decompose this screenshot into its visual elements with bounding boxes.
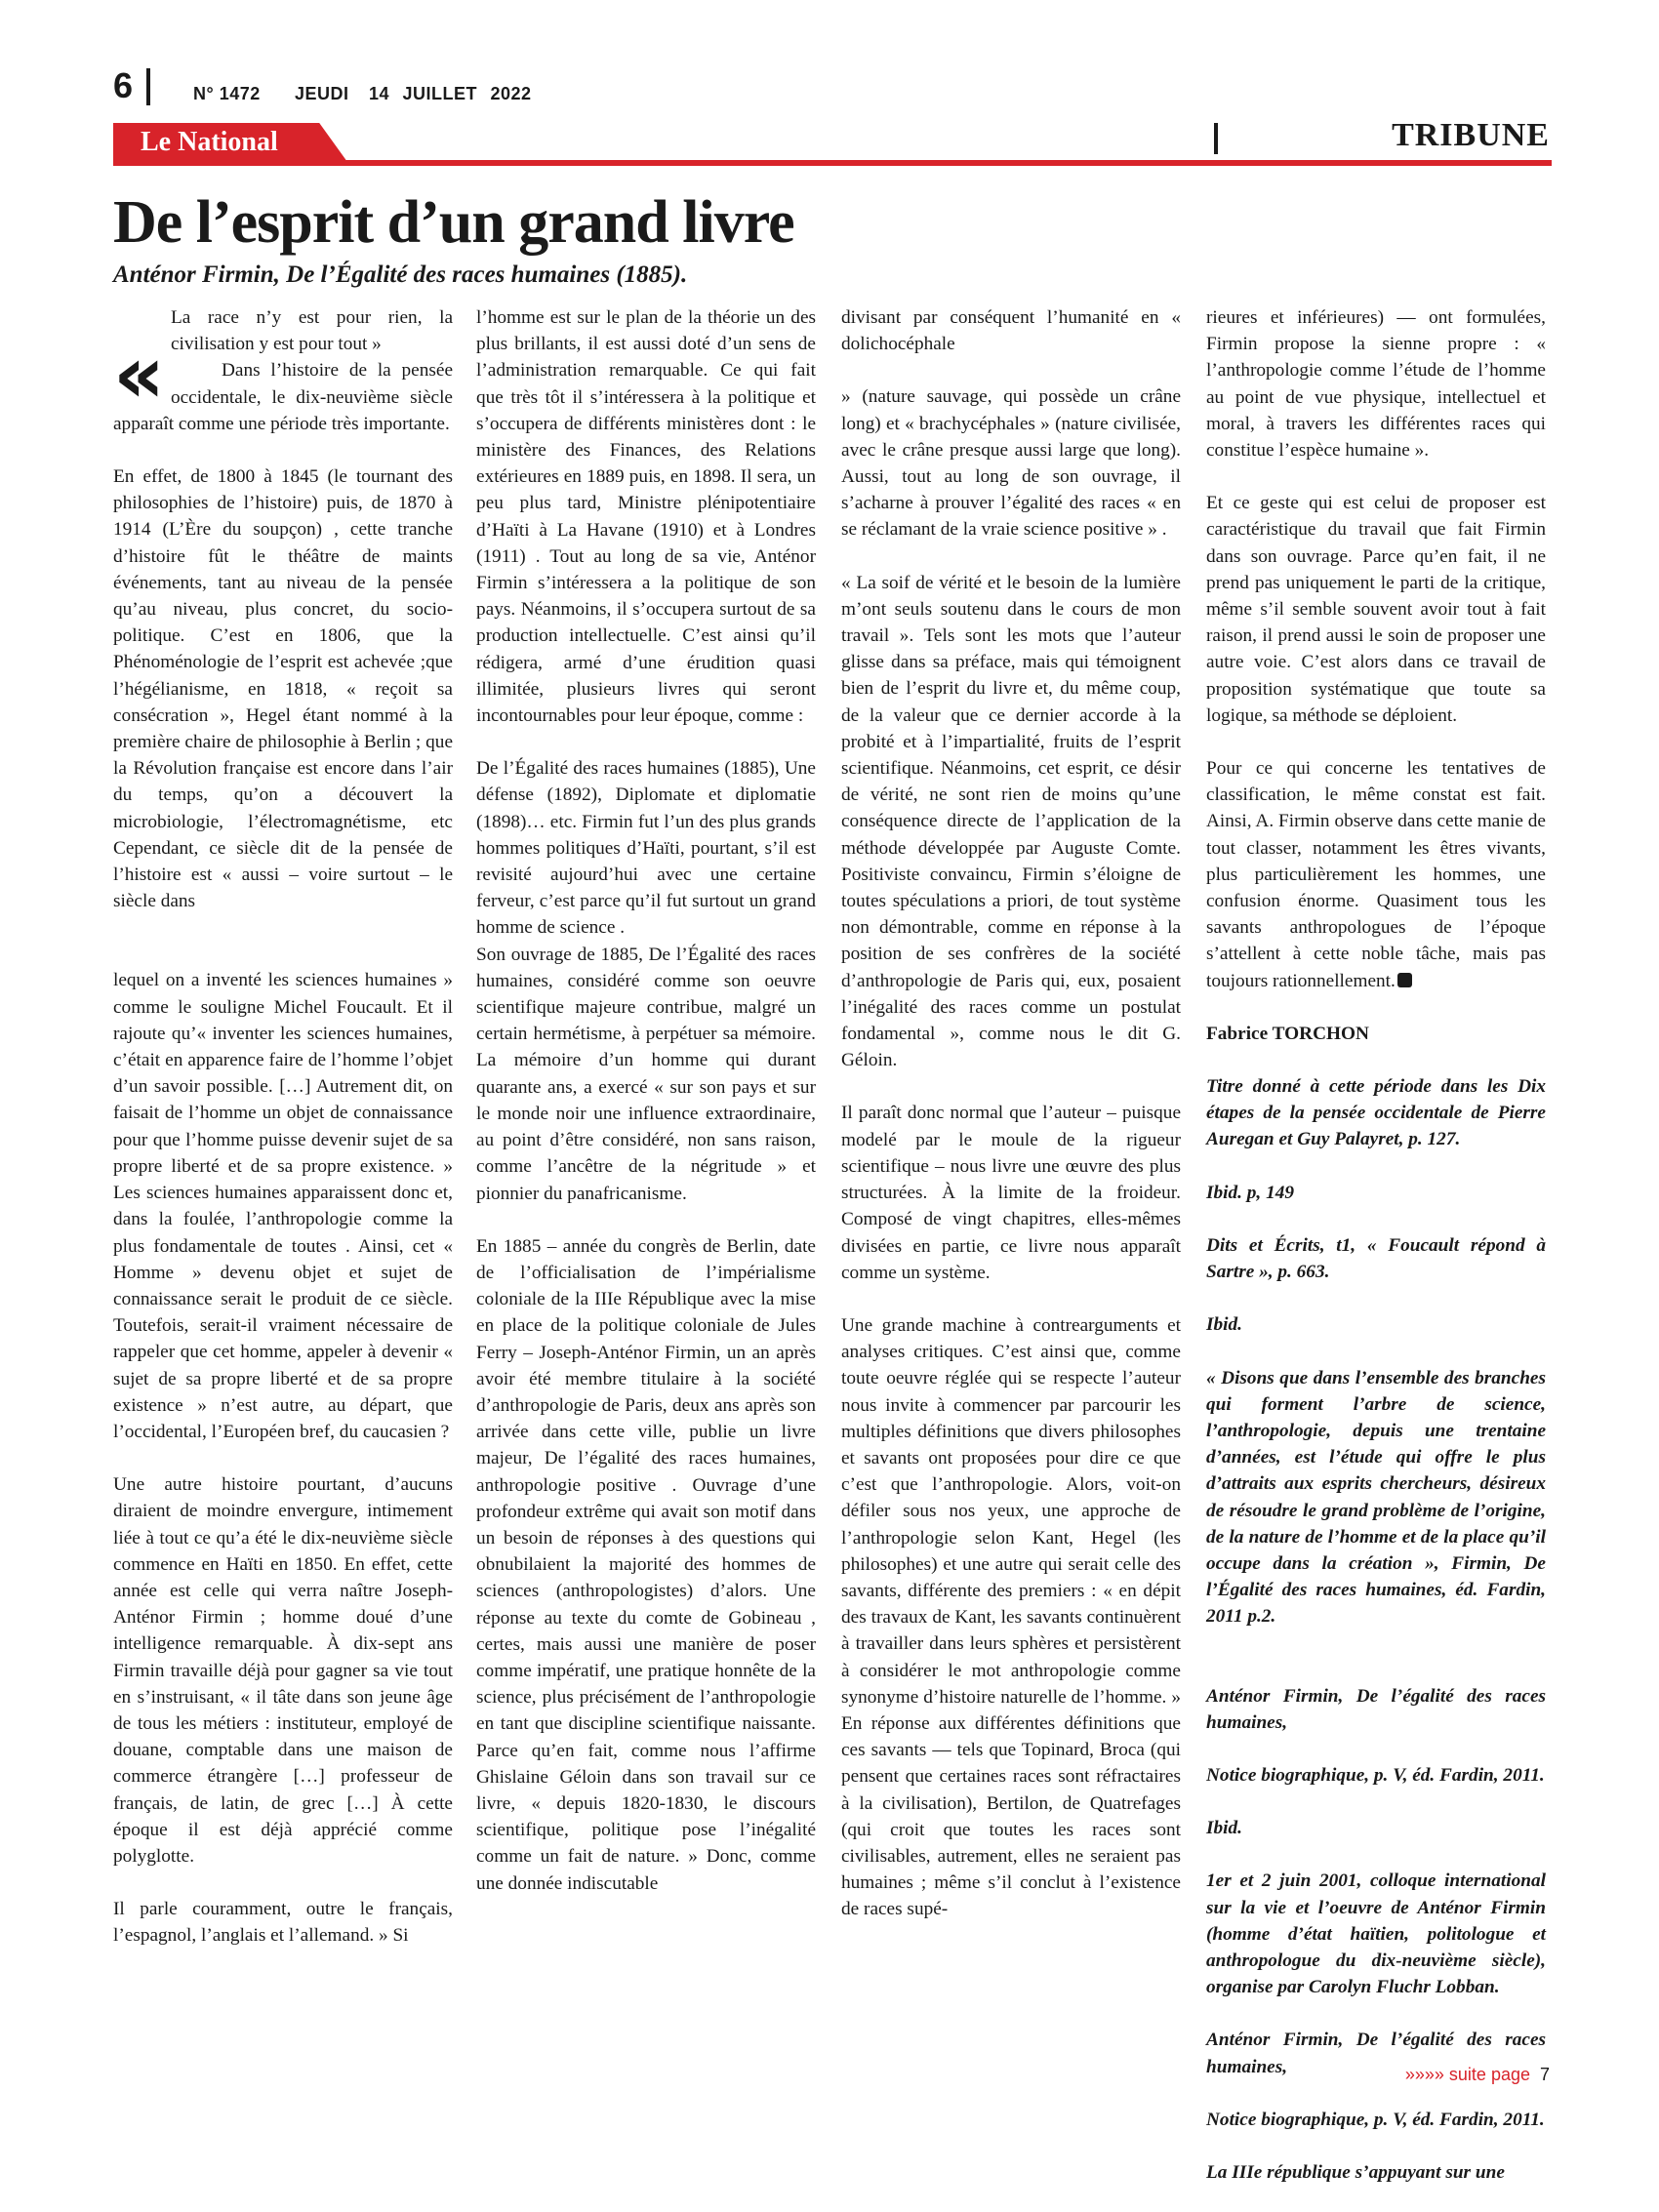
article-paragraph: De l’Égalité des races humaines (1885), Une défense (1892), Diplomate et diplomatie (1898)… etc. Firmin fut l’un des plus grands hommes politiques d’Haïti, pourtant, s’il est revisité aujourd’hui avec une certaine ferveur, c’est parce qu’il fut surtout un grand homme de science . — [476, 758, 816, 939]
continuation-link[interactable] — [1405, 2065, 1550, 2085]
article-paragraph — [1206, 755, 1546, 994]
footnote: Anténor Firmin, De l’égalité des races humaines, — [1206, 2030, 1546, 2077]
footnote: Dits et Écrits, t1, « Foucault répond à Sartre », p. 663. — [1206, 1234, 1546, 1283]
article-paragraph: Son ouvrage de 1885, De l’Égalité des races humaines, considéré comme son oeuvre scientifique majeure contribue, malgré un certain hermétisme, à perpétuer sa mémoire. La mémoire d’un homme qui durant quarante ans, a exercé « sur son pays et sur le monde noir une influence extraordinaire, au point d’être considéré, non sans raison, comme l’ancêtre de la négritude » et pionnier du panafricanisme. — [476, 944, 816, 1204]
page-number: 6 — [113, 65, 134, 105]
article-paragraph: En 1885 – année du congrès de Berlin, date de l’officialisation de l’impérialisme coloniale de la IIIe République avec la mise en place de la politique coloniale de Jules Ferry – Joseph-Anténor Firmin, un an après avoir été membre titulaire à la société d’anthropologie de Paris, deux ans après son arrivée dans cette ville, publie un livre majeur, De l’égalité des races humaines, anthropologie positive . Ouvrage d’une profondeur extrême qui avait son motif dans un besoin de réponses à des questions qui obnubilaient la majorité des hommes de sciences (anthropologistes) d’alors. Une réponse au texte du comte de Gobineau , certes, mais aussi une manière de poser comme impératif, une pratique honnête de la science, plus précisément de l’anthropologie en tant que discipline scientifique naissante. Parce qu’en fait, comme nous l’affirme Ghislaine Géloin dans son travail sur ce livre, « depuis 1820-1830, le discours scientifique, politique pose l’inégalité comme un fait de nature. » Donc, comme une donnée indiscutable — [476, 1235, 816, 1894]
footnote: Titre donné à cette période dans les Dix étapes de la pensée occidentale de Pierre Auregan et Guy Palayret, p. 127. — [1206, 1076, 1546, 1150]
article-column-4 — [1206, 304, 1546, 2212]
footnote: Ibid. — [1206, 1314, 1242, 1336]
issue-number: N° 1472 — [193, 84, 261, 103]
header-rule — [113, 160, 1552, 166]
footnote: Anténor Firmin, De l’égalité des races humaines, — [1206, 1685, 1546, 1733]
article-paragraph: lequel on a inventé les sciences humaines » comme le souligne Michel Foucault. Et il rajoute qu’« inventer les sciences humaines, c’était en apparence faire de l’homme l’objet d’un savoir possible. […] Autrement dit, on faisait de l’homme un objet de connaissance pour que l’homme puisse devenir sujet de sa propre liberté et de sa propre existence. » Les sciences humaines apparaissent donc et, dans la foulée, l’anthropologie comme la plus fondamentale de toutes . Ainsi, cet « Homme » devenu objet et sujet de connaissance serait le produit de ce siècle. Toutefois, serait-il vraiment nécessaire de rappeler que cet homme, appeler à devenir « sujet de sa propre liberté et de sa propre existence » n’est autre, au départ, que l’occidental, l’Européen bref, du caucasien ? — [113, 970, 453, 1442]
end-of-article-icon — [1397, 973, 1412, 987]
footnote: Ibid. p, 149 — [1206, 1182, 1294, 1203]
issue-date: 14 JUILLET 2022 — [369, 84, 532, 103]
footnote: Notice biographique, p. V, éd. Fardin, 2011. — [1206, 2109, 1545, 2130]
article-paragraph: Il parle couramment, outre le français, l’espagnol, l’anglais et l’allemand. » Si — [113, 1899, 453, 1947]
footnote: La IIIe république s’appuyant sur une — [1206, 2161, 1505, 2183]
article-paragraph-text: Pour ce qui concerne les tentatives de classification, le même constat est fait. Ainsi, A. Firmin observe dans cette manie de tout classer, notamment les êtres vivants, plus particulièrement les hommes, une confusion énorme. Quasiment tous les savants anthropologues de l’époque s’attellent à cette noble tâche, mais pas toujours rationnellement. — [1206, 758, 1546, 991]
article-lead: La race n’y est pour rien, la civilisation y est pour tout » — [170, 307, 453, 355]
brand-name: Le National — [141, 127, 278, 157]
opening-quote-icon: « — [113, 329, 165, 422]
footnote: 1er et 2 juin 2001, colloque international sur la vie et l’oeuvre de Anténor Firmin (homme d’état haïtien, politologue et anthropologue du dix-neuvième siècle), organise par Carolyn Fluchr Lobban. — [1206, 1870, 1546, 1998]
article-paragraph: rieures et inférieures) — ont formulées, Firmin propose la sienne propre : « l’anthropologie comme l’étude de l’homme au point de vue physique, intellectuel et moral, à travers les différentes races qui constitue l’espèce humaine ». — [1206, 307, 1546, 462]
section-label: TRIBUNE — [1392, 117, 1550, 153]
article-subtitle: Anténor Firmin, De l’Égalité des races humaines (1885). — [113, 261, 688, 288]
article-paragraph: » (nature sauvage, qui possède un crâne long) et « brachycéphales » (nature civilisée, avec le crâne presque aussi large que long). Aussi, tout au long de son ouvrage, il s’acharne à prouver l’égalité des races « en se réclamant de la vraie science positive » . — [841, 386, 1181, 541]
author-signature: Fabrice TORCHON — [1206, 1023, 1369, 1044]
footnote-spacer — [1206, 1657, 1546, 1683]
footnote: « Disons que dans l’ensemble des branches qui forment l’arbre de science, l’anthropologie, depuis une trentaine d’années, est l’étude qui offre le plus d’attraits aux esprits chercheurs, désireux de résoudre le grand problème de l’origine, de la nature de l’homme et de la place qu’il occupe dans la création », Firmin, De l’Égalité des races humaines, éd. Fardin, 2011 p.2. — [1206, 1367, 1546, 1628]
article-paragraph: l’homme est sur le plan de la théorie un des plus brillants, il est aussi doté d’un sens de l’administration remarquable. Ce qui fait que très tôt il s’intéressera à la politique et s’occupera de différents ministères dont : le ministère des Finances, des Relations extérieures en 1889 puis, en 1898. Il sera, un peu plus tard, Ministre plénipotentiaire d’Haïti à La Havane (1910) et à Londres (1911) . Tout au long de sa vie, Anténor Firmin s’intéressera a la politique de son pays. Néanmoins, il s’occupera surtout de sa production intellectuelle. C’est ainsi qu’il rédigera, armé d’une érudition quasi illimitée, plusieurs livres qui seront incontournables pour leur époque, comme : — [476, 307, 816, 727]
issue-day: JEUDI — [295, 84, 349, 103]
article-paragraph: Dans l’histoire de la pensée occidentale, le dix-neuvième siècle apparaît comme une période très importante. — [113, 360, 453, 434]
article-paragraph: Une grande machine à contrearguments et analyses critiques. C’est ainsi que, comme toute oeuvre réglée qui se respecte l’auteur nous invite à commencer par parcourir les multiples définitions que divers philosophes et savants ont proposées pour dire ce que c’est que l’anthropologie. Alors, voit-on défiler sous nos yeux, une approche de l’anthropologie selon Kant, Hegel (les philosophes) et une autre qui serait celle des savants, différente des premiers : « en dépit des travaux de Kant, les savants continuèrent à travailler dans leurs sphères et persistèrent à considérer le mot anthropologie comme synonyme d’histoire naturelle de l’homme. » En réponse aux différentes définitions que ces savants — tels que Topinard, Broca (qui pensent que certaines races sont réfractaires à la civilisation), Bertilon, de Quatrefages (qui croit que toutes les races sont civilisables, autrement, elles ne seraient pas humaines ; même s’il conclut à l’existence de races supé- — [841, 1314, 1181, 1920]
article-paragraph: Il paraît donc normal que l’auteur – puisque modelé par le moule de la rigueur scientifique – nous livre une œuvre des plus structurées. À la limite de la froideur. Composé de vingt chapitres, elles-mêmes divisées en partie, ce livre nous apparaît comme un système. — [841, 1103, 1181, 1283]
article-paragraph: En effet, de 1800 à 1845 (le tournant des philosophies de l’histoire) puis, de 1870 à 1914 (L’Ère du soupçon) , cette tranche d’histoire fût le théâtre de maints événements, tant au niveau de la pensée qu’au niveau, plus concret, du socio-politique. C’est en 1806, que la Phénoménologie de l’esprit est achevée ;que l’hégélianisme, en 1818, « reçoit sa consécration », Hegel étant nommé à la première chaire de philosophie à Berlin ; que la Révolution française est encore dans l’air du temps, qu’on a découvert la microbiologie, l’électromagnétisme, etc Cependant, ce siècle dit de la pensée de l’histoire est « aussi – voire surtout – le siècle dans — [113, 466, 453, 912]
article-column-3 — [841, 304, 1181, 1950]
article-column-2 — [476, 304, 816, 1923]
article-paragraph: « La soif de vérité et le besoin de la lumière m’ont seuls soutenu dans le cours de mon travail ». Tels sont les mots que l’auteur glisse dans sa préface, mais qui témoignent bien de l’esprit du livre et, du même coup, de la valeur que ce dernier accorde à la probité et à l’impartialité, fruits de l’esprit scientifique. Néanmoins, cet esprit, ce désir de vérité, ne sont rien de moins qu’une conséquence directe de l’application de la méthode développée par Auguste Comte. Positiviste convaincu, Firmin s’éloigne de toutes spéculations a priori, de tout système non démontrable, comme en réponse à la position de ses confrères de la société d’anthropologie de Paris qui, eux, posaient l’inégalité des races comme un postulat fondamental », comme nous le dit G. Géloin. — [841, 572, 1181, 1071]
article-paragraph: Et ce geste qui est celui de proposer est caractéristique du travail que fait Firmin dans son ouvrage. Parce qu’en fait, il ne prend pas uniquement le parti de la critique, même s’il semble souvent avoir tout à fait raison, il prend aussi le soin de proposer une autre voie. C’est alors dans ce travail de proposition systématique que toute sa logique, sa méthode se déploient. — [1206, 493, 1546, 726]
article-title: De l’esprit d’un grand livre — [113, 189, 794, 256]
article-column-1 — [113, 304, 453, 1976]
article-paragraph: divisant par conséquent l’humanité en « dolichocéphale — [841, 307, 1181, 355]
footnote: Notice biographique, p. V, éd. Fardin, 2011. — [1206, 1764, 1545, 1786]
page-number-divider — [146, 68, 150, 105]
footnote: Ibid. — [1206, 1818, 1242, 1839]
continuation-page: 7 — [1539, 2065, 1550, 2084]
continuation-label: »»»» suite page — [1404, 2065, 1530, 2084]
section-divider — [1214, 123, 1218, 154]
article-paragraph: Une autre histoire pourtant, d’aucuns diraient de moindre envergure, intimement liée à tout ce qu’a été le dix-neuvième siècle commence en Haïti en 1850. En effet, cette année est celle qui verra naître Joseph-Anténor Firmin ; homme doué d’une intelligence remarquable. À dix-sept ans Firmin travaille déjà pour gagner sa vie tout en s’instruisant, « il tâte dans son jeune âge de tous les métiers : instituteur, employé de douane, comptable dans une maison de commerce étrangère […] professeur de français, de latin, de grec […] À cette époque il est déjà apprécié comme polyglotte. — [113, 1474, 453, 1867]
